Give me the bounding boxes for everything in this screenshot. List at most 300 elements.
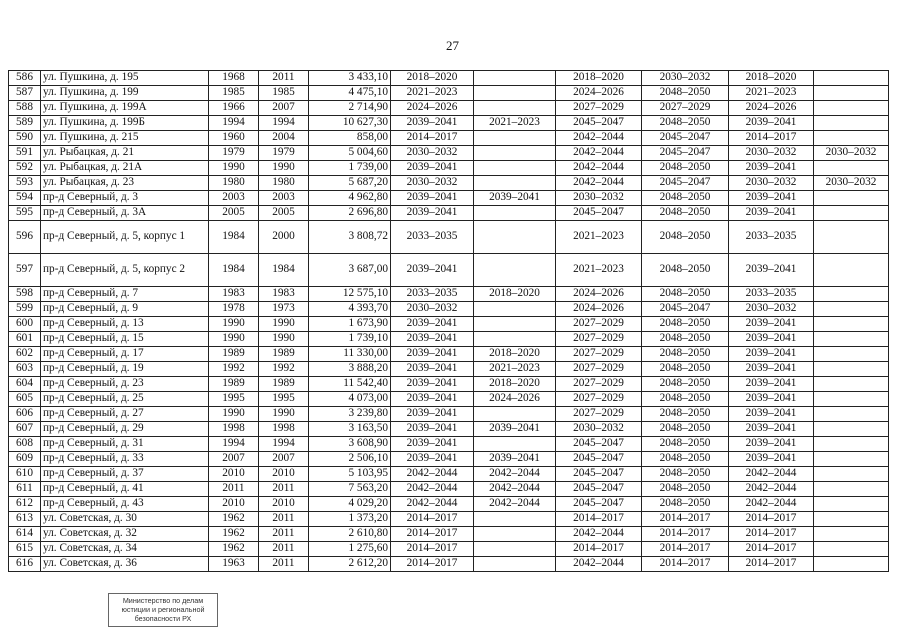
period-cell-6: 2030–2032 xyxy=(814,146,889,161)
row-number-cell: 593 xyxy=(9,176,41,191)
area-cell: 2 506,10 xyxy=(309,452,391,467)
period-cell-3: 2045–2047 xyxy=(556,116,642,131)
period-cell-5: 2039–2041 xyxy=(729,206,814,221)
area-cell: 3 808,72 xyxy=(309,221,391,254)
table-row xyxy=(9,527,889,542)
stamp-line-3: безопасности РХ xyxy=(134,614,192,623)
period-cell-2 xyxy=(474,557,556,572)
period-cell-2: 2018–2020 xyxy=(474,347,556,362)
period-cell-6 xyxy=(814,467,889,482)
period-cell-3: 2021–2023 xyxy=(556,221,642,254)
row-number-cell: 596 xyxy=(9,221,41,254)
period-cell-5: 2030–2032 xyxy=(729,176,814,191)
year-built-cell: 2005 xyxy=(209,206,259,221)
row-number-cell: 588 xyxy=(9,101,41,116)
address-cell: пр-д Северный, д. 3 xyxy=(41,191,209,206)
period-cell-5: 2014–2017 xyxy=(729,527,814,542)
row-number-cell: 597 xyxy=(9,254,41,287)
address-cell: пр-д Северный, д. 17 xyxy=(41,347,209,362)
year-cell: 2011 xyxy=(259,512,309,527)
row-number-cell: 602 xyxy=(9,347,41,362)
year-built-cell: 1984 xyxy=(209,254,259,287)
area-cell: 4 073,00 xyxy=(309,392,391,407)
address-cell: пр-д Северный, д. 25 xyxy=(41,392,209,407)
address-cell: ул. Пушкина, д. 215 xyxy=(41,131,209,146)
period-cell-6 xyxy=(814,422,889,437)
period-cell-6 xyxy=(814,497,889,512)
period-cell-2: 2039–2041 xyxy=(474,422,556,437)
period-cell-5: 2039–2041 xyxy=(729,191,814,206)
table-row xyxy=(9,101,889,116)
period-cell-4: 2048–2050 xyxy=(642,467,729,482)
period-cell-4: 2048–2050 xyxy=(642,482,729,497)
period-cell-1: 2039–2041 xyxy=(391,317,474,332)
address-cell: пр-д Северный, д. 19 xyxy=(41,362,209,377)
period-cell-4: 2048–2050 xyxy=(642,287,729,302)
period-cell-3: 2045–2047 xyxy=(556,452,642,467)
year-built-cell: 1998 xyxy=(209,422,259,437)
address-cell: пр-д Северный, д. 7 xyxy=(41,287,209,302)
period-cell-6 xyxy=(814,116,889,131)
table-row xyxy=(9,497,889,512)
period-cell-6 xyxy=(814,377,889,392)
row-number-cell: 605 xyxy=(9,392,41,407)
period-cell-6 xyxy=(814,206,889,221)
table-row xyxy=(9,161,889,176)
area-cell: 2 612,20 xyxy=(309,557,391,572)
area-cell: 1 275,60 xyxy=(309,542,391,557)
area-cell: 2 610,80 xyxy=(309,527,391,542)
area-cell: 1 673,90 xyxy=(309,317,391,332)
period-cell-2 xyxy=(474,254,556,287)
table-row xyxy=(9,317,889,332)
year-cell: 2003 xyxy=(259,191,309,206)
row-number-cell: 615 xyxy=(9,542,41,557)
year-cell: 2000 xyxy=(259,221,309,254)
period-cell-1: 2030–2032 xyxy=(391,176,474,191)
year-cell: 1998 xyxy=(259,422,309,437)
period-cell-2 xyxy=(474,527,556,542)
period-cell-1: 2021–2023 xyxy=(391,86,474,101)
period-cell-4: 2048–2050 xyxy=(642,347,729,362)
period-cell-2 xyxy=(474,437,556,452)
period-cell-5: 2030–2032 xyxy=(729,302,814,317)
period-cell-5: 2014–2017 xyxy=(729,512,814,527)
area-cell: 3 608,90 xyxy=(309,437,391,452)
year-built-cell: 1990 xyxy=(209,332,259,347)
period-cell-5: 2039–2041 xyxy=(729,347,814,362)
row-number-cell: 614 xyxy=(9,527,41,542)
row-number-cell: 587 xyxy=(9,86,41,101)
period-cell-2: 2024–2026 xyxy=(474,392,556,407)
year-cell: 2005 xyxy=(259,206,309,221)
address-cell: пр-д Северный, д. 33 xyxy=(41,452,209,467)
period-cell-5: 2039–2041 xyxy=(729,392,814,407)
year-built-cell: 1960 xyxy=(209,131,259,146)
period-cell-4: 2048–2050 xyxy=(642,332,729,347)
address-cell: ул. Пушкина, д. 199 xyxy=(41,86,209,101)
year-built-cell: 2003 xyxy=(209,191,259,206)
period-cell-2 xyxy=(474,317,556,332)
area-cell: 4 029,20 xyxy=(309,497,391,512)
period-cell-1: 2039–2041 xyxy=(391,452,474,467)
address-cell: ул. Рыбацкая, д. 21А xyxy=(41,161,209,176)
period-cell-1: 2018–2020 xyxy=(391,71,474,86)
period-cell-1: 2030–2032 xyxy=(391,302,474,317)
year-built-cell: 1979 xyxy=(209,146,259,161)
period-cell-3: 2042–2044 xyxy=(556,161,642,176)
row-number-cell: 604 xyxy=(9,377,41,392)
row-number-cell: 594 xyxy=(9,191,41,206)
period-cell-6 xyxy=(814,71,889,86)
period-cell-1: 2014–2017 xyxy=(391,557,474,572)
period-cell-3: 2045–2047 xyxy=(556,467,642,482)
table-row xyxy=(9,254,889,287)
period-cell-1: 2014–2017 xyxy=(391,512,474,527)
period-cell-3: 2045–2047 xyxy=(556,437,642,452)
area-cell: 3 163,50 xyxy=(309,422,391,437)
period-cell-4: 2014–2017 xyxy=(642,512,729,527)
row-number-cell: 607 xyxy=(9,422,41,437)
period-cell-6 xyxy=(814,221,889,254)
row-number-cell: 592 xyxy=(9,161,41,176)
period-cell-3: 2021–2023 xyxy=(556,254,642,287)
period-cell-3: 2024–2026 xyxy=(556,302,642,317)
address-cell: пр-д Северный, д. 15 xyxy=(41,332,209,347)
period-cell-5: 2039–2041 xyxy=(729,377,814,392)
period-cell-3: 2027–2029 xyxy=(556,101,642,116)
area-cell: 4 393,70 xyxy=(309,302,391,317)
period-cell-4: 2048–2050 xyxy=(642,362,729,377)
address-cell: пр-д Северный, д. 23 xyxy=(41,377,209,392)
period-cell-4: 2048–2050 xyxy=(642,317,729,332)
period-cell-4: 2048–2050 xyxy=(642,221,729,254)
year-built-cell: 1962 xyxy=(209,512,259,527)
period-cell-3: 2018–2020 xyxy=(556,71,642,86)
period-cell-4: 2048–2050 xyxy=(642,116,729,131)
period-cell-4: 2048–2050 xyxy=(642,497,729,512)
table-row xyxy=(9,362,889,377)
period-cell-2: 2039–2041 xyxy=(474,452,556,467)
period-cell-3: 2024–2026 xyxy=(556,287,642,302)
row-number-cell: 610 xyxy=(9,467,41,482)
period-cell-6 xyxy=(814,191,889,206)
row-number-cell: 609 xyxy=(9,452,41,467)
period-cell-2 xyxy=(474,512,556,527)
year-built-cell: 1983 xyxy=(209,287,259,302)
address-cell: пр-д Северный, д. 43 xyxy=(41,497,209,512)
period-cell-6 xyxy=(814,557,889,572)
period-cell-1: 2039–2041 xyxy=(391,161,474,176)
period-cell-1: 2039–2041 xyxy=(391,407,474,422)
period-cell-4: 2045–2047 xyxy=(642,131,729,146)
period-cell-2 xyxy=(474,206,556,221)
area-cell: 1 373,20 xyxy=(309,512,391,527)
year-cell: 1990 xyxy=(259,332,309,347)
area-cell: 3 888,20 xyxy=(309,362,391,377)
year-cell: 1985 xyxy=(259,86,309,101)
period-cell-4: 2048–2050 xyxy=(642,206,729,221)
year-cell: 2011 xyxy=(259,542,309,557)
table-row xyxy=(9,86,889,101)
year-cell: 1995 xyxy=(259,392,309,407)
address-cell: ул. Советская, д. 36 xyxy=(41,557,209,572)
stamp-line-2: юстиции и региональной xyxy=(121,605,205,614)
period-cell-1: 2039–2041 xyxy=(391,116,474,131)
period-cell-2 xyxy=(474,146,556,161)
page-number: 27 xyxy=(446,38,459,53)
period-cell-2 xyxy=(474,86,556,101)
address-cell: пр-д Северный, д. 37 xyxy=(41,467,209,482)
period-cell-6 xyxy=(814,302,889,317)
period-cell-6 xyxy=(814,407,889,422)
area-cell: 1 739,10 xyxy=(309,332,391,347)
table-row xyxy=(9,221,889,254)
period-cell-5: 2039–2041 xyxy=(729,452,814,467)
period-cell-2 xyxy=(474,407,556,422)
period-cell-6 xyxy=(814,101,889,116)
year-cell: 1994 xyxy=(259,437,309,452)
period-cell-1: 2014–2017 xyxy=(391,542,474,557)
period-cell-2 xyxy=(474,332,556,347)
period-cell-5: 2039–2041 xyxy=(729,437,814,452)
period-cell-3: 2042–2044 xyxy=(556,131,642,146)
year-cell: 1990 xyxy=(259,161,309,176)
year-built-cell: 1984 xyxy=(209,221,259,254)
year-cell: 2011 xyxy=(259,482,309,497)
area-cell: 1 739,00 xyxy=(309,161,391,176)
period-cell-3: 2045–2047 xyxy=(556,497,642,512)
address-cell: ул. Пушкина, д. 195 xyxy=(41,71,209,86)
row-number-cell: 611 xyxy=(9,482,41,497)
table-row xyxy=(9,392,889,407)
period-cell-2: 2042–2044 xyxy=(474,482,556,497)
year-cell: 1980 xyxy=(259,176,309,191)
table-row xyxy=(9,557,889,572)
year-cell: 2011 xyxy=(259,527,309,542)
period-cell-1: 2030–2032 xyxy=(391,146,474,161)
period-cell-3: 2042–2044 xyxy=(556,557,642,572)
row-number-cell: 595 xyxy=(9,206,41,221)
area-cell: 5 687,20 xyxy=(309,176,391,191)
row-number-cell: 601 xyxy=(9,332,41,347)
period-cell-3: 2045–2047 xyxy=(556,482,642,497)
period-cell-5: 2039–2041 xyxy=(729,362,814,377)
year-built-cell: 1962 xyxy=(209,527,259,542)
period-cell-1: 2039–2041 xyxy=(391,254,474,287)
period-cell-1: 2039–2041 xyxy=(391,191,474,206)
table-row xyxy=(9,347,889,362)
year-built-cell: 1989 xyxy=(209,377,259,392)
year-cell: 1989 xyxy=(259,377,309,392)
area-cell: 12 575,10 xyxy=(309,287,391,302)
period-cell-3: 2027–2029 xyxy=(556,392,642,407)
period-cell-2: 2042–2044 xyxy=(474,467,556,482)
year-built-cell: 1994 xyxy=(209,116,259,131)
table-row xyxy=(9,71,889,86)
row-number-cell: 612 xyxy=(9,497,41,512)
period-cell-5: 2039–2041 xyxy=(729,116,814,131)
year-built-cell: 1990 xyxy=(209,407,259,422)
table-row xyxy=(9,191,889,206)
period-cell-4: 2014–2017 xyxy=(642,557,729,572)
period-cell-2: 2021–2023 xyxy=(474,116,556,131)
row-number-cell: 599 xyxy=(9,302,41,317)
period-cell-3: 2014–2017 xyxy=(556,542,642,557)
period-cell-6 xyxy=(814,347,889,362)
year-built-cell: 1990 xyxy=(209,317,259,332)
address-cell: ул. Рыбацкая, д. 21 xyxy=(41,146,209,161)
area-cell: 2 696,80 xyxy=(309,206,391,221)
period-cell-5: 2039–2041 xyxy=(729,422,814,437)
period-cell-2: 2039–2041 xyxy=(474,191,556,206)
row-number-cell: 598 xyxy=(9,287,41,302)
row-number-cell: 608 xyxy=(9,437,41,452)
period-cell-3: 2014–2017 xyxy=(556,512,642,527)
table-row xyxy=(9,287,889,302)
period-cell-4: 2014–2017 xyxy=(642,527,729,542)
area-cell: 858,00 xyxy=(309,131,391,146)
table-row xyxy=(9,407,889,422)
table-row xyxy=(9,422,889,437)
table-row xyxy=(9,542,889,557)
period-cell-6 xyxy=(814,317,889,332)
period-cell-1: 2039–2041 xyxy=(391,347,474,362)
address-cell: пр-д Северный, д. 9 xyxy=(41,302,209,317)
year-built-cell: 1963 xyxy=(209,557,259,572)
area-cell: 3 433,10 xyxy=(309,71,391,86)
year-cell: 1990 xyxy=(259,407,309,422)
period-cell-5: 2033–2035 xyxy=(729,221,814,254)
period-cell-2 xyxy=(474,176,556,191)
period-cell-4: 2045–2047 xyxy=(642,176,729,191)
area-cell: 2 714,90 xyxy=(309,101,391,116)
period-cell-3: 2042–2044 xyxy=(556,176,642,191)
period-cell-2 xyxy=(474,161,556,176)
year-built-cell: 1968 xyxy=(209,71,259,86)
area-cell: 11 542,40 xyxy=(309,377,391,392)
period-cell-1: 2039–2041 xyxy=(391,362,474,377)
period-cell-3: 2027–2029 xyxy=(556,377,642,392)
period-cell-1: 2024–2026 xyxy=(391,101,474,116)
period-cell-3: 2042–2044 xyxy=(556,146,642,161)
period-cell-3: 2045–2047 xyxy=(556,206,642,221)
period-cell-6 xyxy=(814,362,889,377)
year-built-cell: 2010 xyxy=(209,467,259,482)
year-built-cell: 1966 xyxy=(209,101,259,116)
area-cell: 5 004,60 xyxy=(309,146,391,161)
period-cell-5: 2021–2023 xyxy=(729,86,814,101)
year-built-cell: 1978 xyxy=(209,302,259,317)
period-cell-3: 2027–2029 xyxy=(556,332,642,347)
area-cell: 11 330,00 xyxy=(309,347,391,362)
address-cell: пр-д Северный, д. 13 xyxy=(41,317,209,332)
period-cell-2 xyxy=(474,101,556,116)
period-cell-4: 2045–2047 xyxy=(642,302,729,317)
year-cell: 1984 xyxy=(259,254,309,287)
year-built-cell: 2011 xyxy=(209,482,259,497)
period-cell-3: 2027–2029 xyxy=(556,347,642,362)
period-cell-6 xyxy=(814,254,889,287)
period-cell-1: 2042–2044 xyxy=(391,482,474,497)
table-body xyxy=(9,71,889,572)
period-cell-6 xyxy=(814,512,889,527)
period-cell-6 xyxy=(814,437,889,452)
table-row xyxy=(9,302,889,317)
period-cell-4: 2048–2050 xyxy=(642,254,729,287)
year-cell: 2011 xyxy=(259,557,309,572)
year-cell: 2007 xyxy=(259,452,309,467)
row-number-cell: 606 xyxy=(9,407,41,422)
area-cell: 3 239,80 xyxy=(309,407,391,422)
period-cell-3: 2030–2032 xyxy=(556,191,642,206)
area-cell: 10 627,30 xyxy=(309,116,391,131)
year-cell: 1992 xyxy=(259,362,309,377)
period-cell-5: 2039–2041 xyxy=(729,317,814,332)
period-cell-4: 2048–2050 xyxy=(642,452,729,467)
table-row xyxy=(9,332,889,347)
period-cell-5: 2042–2044 xyxy=(729,467,814,482)
table-row xyxy=(9,482,889,497)
period-cell-5: 2014–2017 xyxy=(729,542,814,557)
period-cell-5: 2042–2044 xyxy=(729,482,814,497)
period-cell-1: 2039–2041 xyxy=(391,392,474,407)
period-cell-3: 2024–2026 xyxy=(556,86,642,101)
area-cell: 7 563,20 xyxy=(309,482,391,497)
period-cell-6 xyxy=(814,332,889,347)
period-cell-1: 2039–2041 xyxy=(391,437,474,452)
period-cell-2 xyxy=(474,131,556,146)
period-cell-4: 2048–2050 xyxy=(642,437,729,452)
period-cell-4: 2048–2050 xyxy=(642,377,729,392)
address-cell: пр-д Северный, д. 27 xyxy=(41,407,209,422)
table-row xyxy=(9,512,889,527)
period-cell-5: 2014–2017 xyxy=(729,131,814,146)
table-row xyxy=(9,131,889,146)
period-cell-4: 2030–2032 xyxy=(642,71,729,86)
period-cell-5: 2033–2035 xyxy=(729,287,814,302)
period-cell-6 xyxy=(814,542,889,557)
period-cell-3: 2027–2029 xyxy=(556,362,642,377)
period-cell-2 xyxy=(474,542,556,557)
address-cell: ул. Пушкина, д. 199Б xyxy=(41,116,209,131)
area-cell: 3 687,00 xyxy=(309,254,391,287)
table-row xyxy=(9,377,889,392)
address-cell: ул. Пушкина, д. 199А xyxy=(41,101,209,116)
period-cell-2: 2042–2044 xyxy=(474,497,556,512)
period-cell-3: 2027–2029 xyxy=(556,407,642,422)
period-cell-6 xyxy=(814,131,889,146)
period-cell-5: 2018–2020 xyxy=(729,71,814,86)
address-cell: пр-д Северный, д. 3А xyxy=(41,206,209,221)
row-number-cell: 613 xyxy=(9,512,41,527)
table-row xyxy=(9,437,889,452)
period-cell-5: 2042–2044 xyxy=(729,497,814,512)
row-number-cell: 589 xyxy=(9,116,41,131)
row-number-cell: 616 xyxy=(9,557,41,572)
period-cell-3: 2042–2044 xyxy=(556,527,642,542)
address-cell: ул. Советская, д. 32 xyxy=(41,527,209,542)
period-cell-1: 2039–2041 xyxy=(391,332,474,347)
period-cell-2 xyxy=(474,221,556,254)
period-cell-3: 2030–2032 xyxy=(556,422,642,437)
period-cell-1: 2042–2044 xyxy=(391,497,474,512)
period-cell-1: 2033–2035 xyxy=(391,221,474,254)
period-cell-4: 2048–2050 xyxy=(642,86,729,101)
table-row xyxy=(9,452,889,467)
address-cell: ул. Советская, д. 34 xyxy=(41,542,209,557)
row-number-cell: 591 xyxy=(9,146,41,161)
